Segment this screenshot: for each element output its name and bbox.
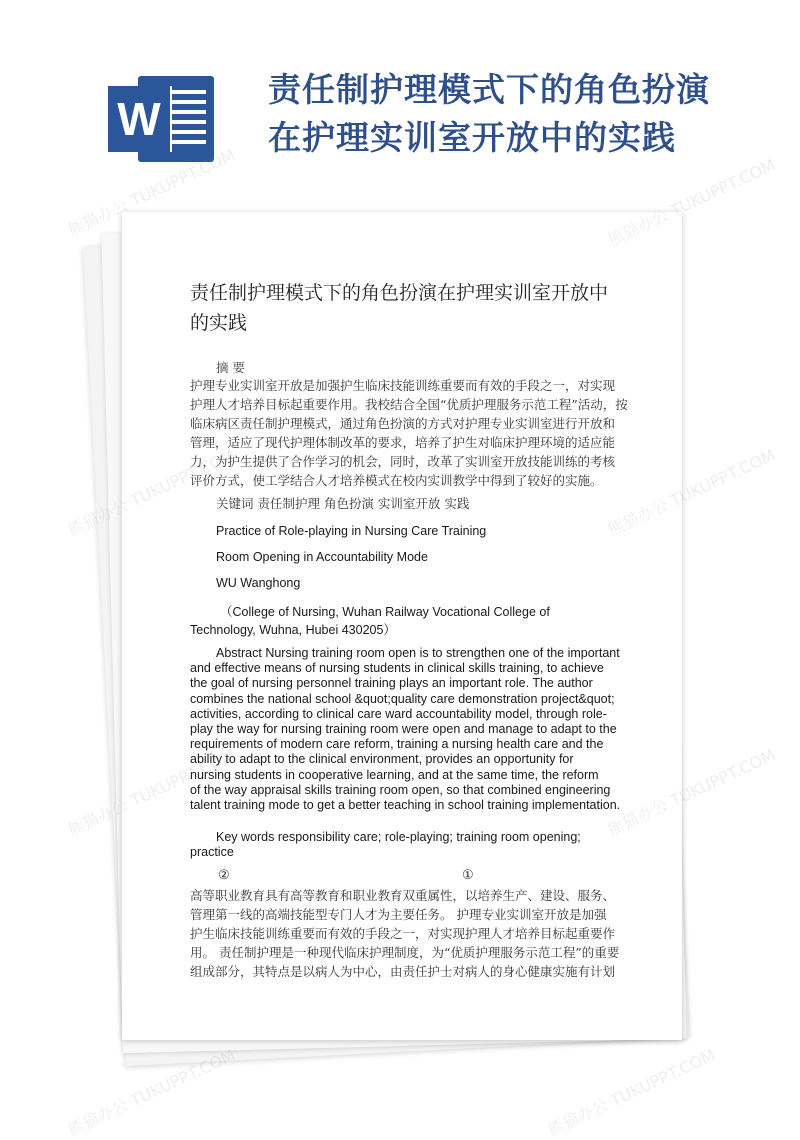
body-text	[190, 886, 619, 981]
english-title-line-2: Room Opening in Accountability Mode	[216, 550, 428, 564]
keywords-en-line-1: Key words responsibility care; role-playing; training room opening;	[216, 830, 581, 844]
document-page	[122, 212, 682, 1040]
abstract-chinese	[190, 376, 628, 490]
keywords-english	[190, 830, 581, 860]
document-title	[190, 278, 630, 338]
body-line: 组成部分，其特点是以病人为中心，由责任护士对病人的身心健康实施有计划	[190, 964, 616, 979]
word-logo	[108, 76, 214, 162]
abstract-en-line: Abstract Nursing training room open is to strengthen one of the important	[216, 646, 620, 660]
keywords-chinese: 关键词 责任制护理 角色扮演 实训室开放 实践	[216, 496, 470, 511]
document-title-line-1: 责任制护理模式下的角色扮演在护理实训室开放中	[190, 282, 609, 304]
footnote-mark-1: ①	[462, 868, 474, 883]
watermark: 熊猫办公 TUKUPPT.COM	[604, 445, 779, 540]
watermark: 熊猫办公 TUKUPPT.COM	[604, 155, 779, 250]
abstract-line: 护理人才培养目标起重要作用。我校结合全国“优质护理服务示范工程”活动，按	[190, 397, 628, 412]
body-line: 护生临床技能训练重要而有效的手段之一，对实现护理人才培养目标起重要作	[190, 926, 616, 941]
abstract-en-line: the goal of nursing personnel training plays an important role. The author	[190, 676, 593, 691]
abstract-en-line: play the way for nursing training room were open and manage to adapt to the	[190, 722, 617, 737]
banner-title-line-2: 在护理实训室开放中的实践	[268, 118, 676, 157]
banner-title-line-1: 责任制护理模式下的角色扮演	[268, 70, 710, 109]
abstract-en-line: requirements of modern care reform, training a nursing health care and the	[190, 737, 604, 752]
banner-title	[268, 66, 788, 162]
watermark: 熊猫办公 TUKUPPT.COM	[64, 1045, 239, 1140]
abstract-line: 力，为护生提供了合作学习的机会，同时，改革了实训室开放技能训练的考核	[190, 454, 616, 469]
word-w-icon: W	[108, 86, 170, 152]
english-affiliation	[190, 603, 550, 639]
watermark: 熊猫办公 TUKUPPT.COM	[64, 145, 239, 240]
abstract-label: 摘 要	[216, 360, 245, 375]
body-line: 管理第一线的高端技能型专门人才为主要任务。 护理专业实训室开放是加强	[190, 907, 607, 922]
body-line: 高等职业教育具有高等教育和职业教育双重属性，以培养生产、建设、服务、	[190, 888, 616, 903]
abstract-line: 管理，适应了现代护理体制改革的要求，培养了护生对临床护理环境的适应能	[190, 435, 616, 450]
watermark: 熊猫办公 TUKUPPT.COM	[544, 1045, 719, 1140]
abstract-line: 评价方式，使工学结合人才培养模式在校内实训教学中得到了较好的实施。	[190, 473, 603, 488]
document-title-line-2: 的实践	[190, 312, 248, 334]
watermark: 熊猫办公 TUKUPPT.COM	[604, 745, 779, 840]
keywords-en-line-2: practice	[190, 845, 234, 860]
abstract-en-line: and effective means of nursing students in clinical skills training, to achieve	[190, 661, 604, 676]
watermark: 熊猫办公	[64, 795, 131, 840]
body-line: 用。 责任制护理是一种现代临床护理制度，为“优质护理服务示范工程”的重要	[190, 945, 620, 960]
abstract-en-line: of the way appraisal skills training room open, so that combined engineering	[190, 782, 611, 797]
footnote-mark-2: ②	[218, 868, 230, 883]
abstract-en-line: talent training mode to get a better teaching in school training implementation.	[190, 798, 621, 813]
affiliation-line-1: （College of Nursing, Wuhan Railway Vocational College of	[220, 605, 550, 619]
abstract-en-line: nursing students in cooperative learning, and at the same time, the reform	[190, 767, 599, 782]
abstract-en-line: combines the national school &quot;quality care demonstration project&quot;	[190, 691, 615, 706]
abstract-en-line: activities, according to clinical care ward accountability model, through role-	[190, 706, 607, 721]
english-title-line-1: Practice of Role-playing in Nursing Care Training	[216, 524, 487, 538]
affiliation-line-2: Technology, Wuhna, Hubei 430205）	[190, 623, 396, 637]
abstract-line: 临床病区责任制护理模式，通过角色扮演的方式对护理专业实训室进行开放和	[190, 416, 616, 431]
english-author: WU Wanghong	[216, 576, 301, 590]
abstract-line: 护理专业实训室开放是加强护生临床技能训练重要而有效的手段之一，对实现	[190, 378, 616, 393]
abstract-en-line: ability to adapt to the clinical environment, provides an opportunity for	[190, 752, 574, 767]
abstract-english	[190, 646, 620, 813]
